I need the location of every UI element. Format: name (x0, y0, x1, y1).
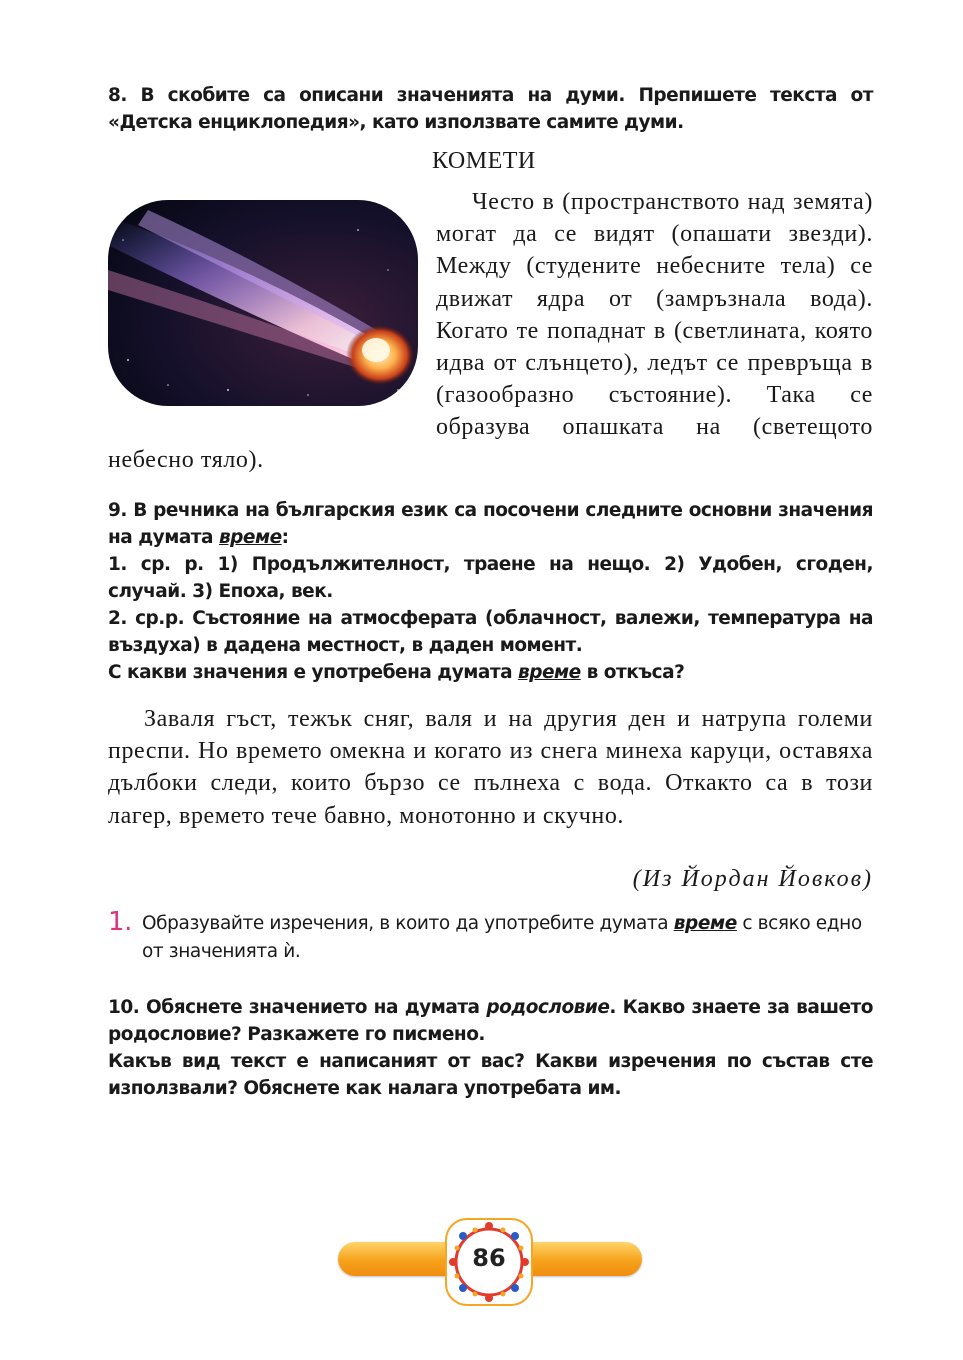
meaning-2: 2. ср.р. Състояние на атмосферата (облачност, валежи, температура на въздуха) в дадена местност, в даден момент. (108, 608, 873, 656)
task-8 (108, 82, 873, 136)
task-10-line-1 (108, 994, 873, 1048)
page-number-badge (445, 1218, 533, 1306)
task-9-intro (108, 497, 873, 551)
excerpt-text: Заваля гъст, тежък сняг, валя и на другия ден и натрупа големи преспи. Но времето омекна и когато из снега минеха каруци, оставяха дълбоки следи, които бързо се пълнеха с вода. Откакто са в този лагер, времето тече бавно, монотонно и скучно. (108, 706, 873, 829)
text-title: КОМЕТИ (432, 148, 536, 174)
task-9-intro-text: 9. В речника на българския език са посочени следните основни значения на думата (108, 500, 873, 548)
comet-paragraph: Често в (пространството над земята) могат да се видят (опашати звезди). Между (студените небесните тела) се движат ядра от (замръзнала вода). Когато те попаднат в (светлината, която идва от слънцето), ледът се превръща в (газообразно състояние). Така се образува опашката на (светещото небесно тяло). (108, 189, 873, 473)
task-10-text-start: 10. Обяснете значението на думата (108, 997, 487, 1018)
excerpt-author: (Из Йордан Йовков) (632, 866, 873, 892)
task-9-question-keyword: време (518, 662, 581, 683)
task-9 (108, 497, 873, 686)
exercise-text-start: Образувайте изречения, в които да употребите думата (142, 913, 674, 934)
exercise-text (142, 910, 873, 966)
comet-text-block (108, 186, 873, 476)
task-10-keyword: родословие (486, 997, 610, 1018)
page-number: 86 (472, 1244, 506, 1272)
exercise-keyword: време (673, 913, 737, 934)
task-10 (108, 994, 873, 1102)
task-9-question-end: в откъса? (580, 662, 685, 683)
task-9-question (108, 659, 873, 686)
task-9-intro-colon: : (281, 527, 289, 548)
comet-image (108, 200, 418, 406)
exercise-number: 1. (108, 907, 133, 937)
task-9-keyword: време (218, 527, 282, 548)
meaning-1: 1. ср. р. 1) Продължителност, траене на нещо. 2) Удобен, сгоден, случай. 3) Епоха, век. (108, 554, 873, 602)
task-10-text-end: . Какво знаете за вашето родословие? Разкажете го писмено. (108, 997, 873, 1045)
task-10-line-2: Какъв вид текст е написаният от вас? Какви изречения по състав сте използвали? Обяснете как налага употребата им. (108, 1051, 873, 1099)
task-9-question-text: С какви значения е употребена думата (108, 662, 519, 683)
exercise-text-end: с всяко едно от значенията ѝ. (142, 913, 862, 962)
excerpt-block (108, 703, 873, 832)
task-8-text: 8. В скобите са описани значенията на думи. Препишете текста от «Детска енциклопедия», като използвате самите думи. (108, 85, 873, 133)
exercise-1 (108, 907, 873, 966)
